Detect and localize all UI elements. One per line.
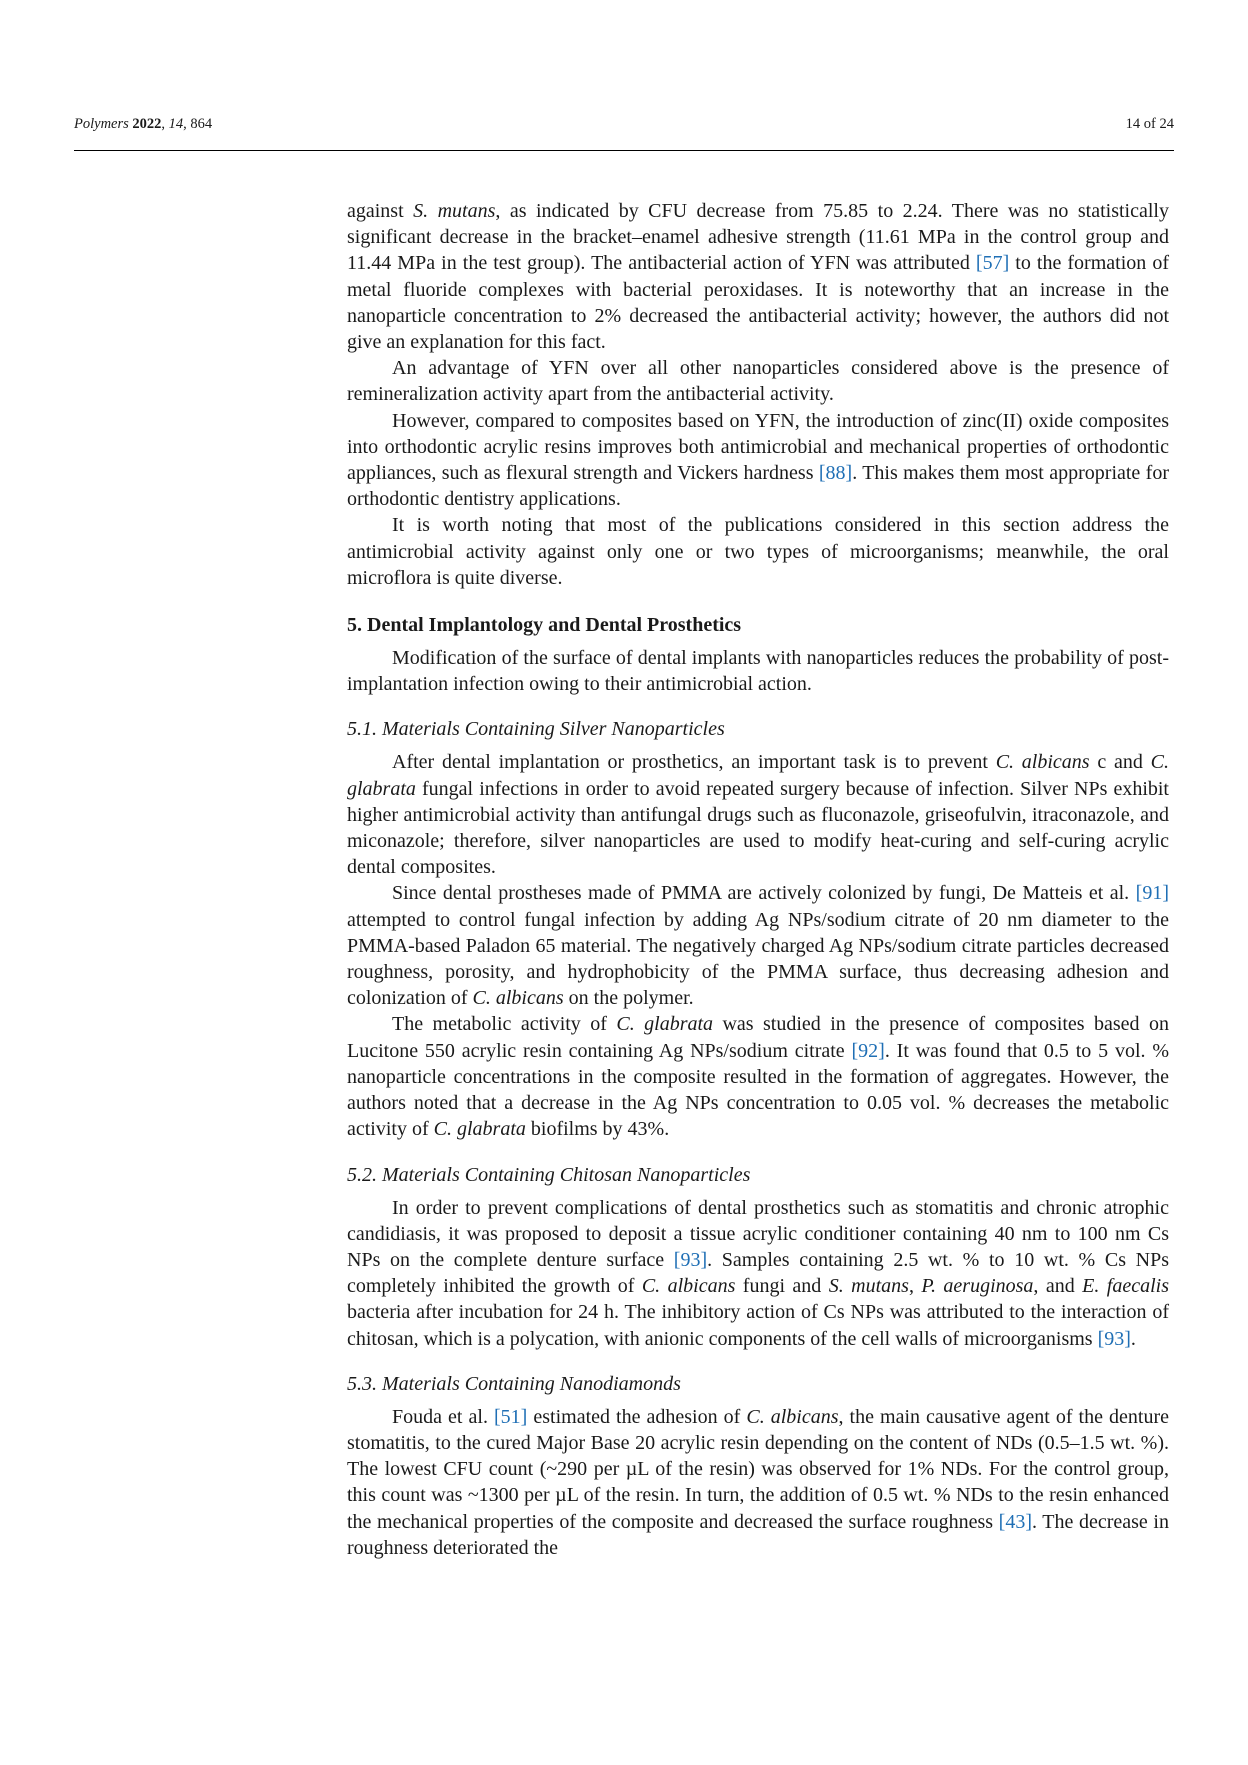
journal-volume: 14 bbox=[168, 116, 184, 132]
text-run: After dental implantation or prosthetics, an important task is to prevent bbox=[392, 751, 996, 774]
journal-citation: Polymers 2022, 14, 864 bbox=[74, 116, 213, 132]
paragraph bbox=[347, 749, 1169, 880]
species-name: E. faecalis bbox=[1082, 1275, 1169, 1298]
species-name: P. aeruginosa bbox=[921, 1275, 1034, 1298]
subsection-heading: 5.3. Materials Containing Nanodiamonds bbox=[347, 1372, 681, 1395]
subsection-heading: 5.1. Materials Containing Silver Nanoparticles bbox=[347, 718, 725, 741]
text-run: to the formation of metal fluoride complexes with bacterial peroxidases. It is noteworthy that an increase in the nanoparticle concentration to 2% decreased the antibacterial activity; however, the authors did not give an explanation for this fact. bbox=[347, 252, 1169, 354]
text-run: bacteria after incubation for 24 h. The inhibitory action of Cs NPs was attributed to the interaction of chitosan, which is a polycation, with anionic components of the cell walls of microorganisms bbox=[347, 1301, 1169, 1350]
text-run: c and bbox=[1089, 751, 1151, 774]
text-run: It is worth noting that most of the publications considered in this section address the antimicrobial activity against only one or two types of microorganisms; meanwhile, the oral microflora is quite diverse. bbox=[347, 514, 1169, 589]
text-run: biofilms by 43%. bbox=[525, 1118, 670, 1141]
paragraph bbox=[347, 645, 1169, 697]
text-run: estimated the adhesion of bbox=[527, 1405, 747, 1428]
text-run: . The decrease in roughness deteriorated the bbox=[347, 1510, 1169, 1559]
citation-link[interactable]: [91] bbox=[1135, 882, 1169, 905]
paragraph bbox=[347, 512, 1169, 591]
species-name: C. albicans bbox=[746, 1405, 839, 1428]
species-name: C. glabrata bbox=[347, 751, 1169, 800]
text-run: attempted to control fungal infection by adding Ag NPs/sodium citrate of 20 nm diameter to the PMMA-based Paladon 65 material. The negatively charged Ag NPs/sodium citrate particles decreased roughness, porosity, and hydrophobicity of the PMMA surface, thus decreasing adhesion and colonization of bbox=[347, 908, 1169, 1010]
citation-link[interactable]: [51] bbox=[494, 1405, 528, 1428]
species-name: S. mutans bbox=[828, 1275, 909, 1298]
text-run: . bbox=[1130, 1327, 1136, 1350]
subsection-heading: 5.2. Materials Containing Chitosan Nanoparticles bbox=[347, 1163, 751, 1186]
species-name: C. glabrata bbox=[433, 1118, 526, 1141]
citation-link[interactable]: [88] bbox=[818, 462, 853, 485]
text-run: against bbox=[347, 200, 414, 222]
species-name: C. albicans bbox=[472, 987, 564, 1010]
paragraph bbox=[347, 355, 1169, 407]
text-run: was studied in the presence of composites based on Lucitone 550 acrylic resin containing Ag NPs/sodium citrate bbox=[347, 1013, 1170, 1062]
text-run: Since dental prostheses made of PMMA are actively colonized by fungi, De Matteis et al. bbox=[392, 882, 1136, 905]
paragraph bbox=[347, 408, 1169, 513]
text-run: In order to prevent complications of dental prosthetics such as stomatitis and chronic atrophic candidiasis, it was proposed to deposit a tissue acrylic conditioner containing 40 nm to 100 nm Cs NPs on the complete denture surface bbox=[347, 1196, 1169, 1271]
text-run: Fouda et al. bbox=[392, 1405, 494, 1428]
paragraph bbox=[347, 1195, 1169, 1352]
text-run: Modification of the surface of dental implants with nanoparticles reduces the probability of post-implantation infection owing to their antimicrobial action. bbox=[347, 647, 1169, 696]
text-run: . This makes them most appropriate for orthodontic dentistry applications. bbox=[347, 462, 1170, 511]
section-heading: 5. Dental Implantology and Dental Prosthetics bbox=[347, 614, 742, 637]
citation-link[interactable]: [93] bbox=[1097, 1327, 1131, 1350]
text-run: The metabolic activity of bbox=[392, 1013, 617, 1036]
text-run: fungi and bbox=[735, 1275, 829, 1298]
species-name: S. mutans bbox=[413, 200, 496, 222]
text-run: on the polymer. bbox=[563, 987, 694, 1010]
species-name: C. glabrata bbox=[616, 1013, 714, 1036]
citation-link[interactable]: [57] bbox=[975, 252, 1010, 275]
paragraph bbox=[347, 880, 1169, 1011]
journal-name: Polymers bbox=[74, 116, 129, 132]
text-run: An advantage of YFN over all other nanoparticles considered above is the presence of remineralization activity apart from the antibacterial activity. bbox=[347, 357, 1169, 406]
species-name: C. albicans bbox=[995, 751, 1090, 774]
text-run: However, compared to composites based on YFN, the introduction of zinc(II) oxide composites into orthodontic acrylic resins improves both antimicrobial and mechanical properties of orthodontic appliances, such as flexural strength and Vickers hardness bbox=[347, 409, 1169, 485]
species-name: C. albicans bbox=[641, 1275, 736, 1298]
text-run: , as indicated by CFU decrease from 75.85 to 2.24. There was no statistically significant decrease in the bracket–enamel adhesive strength (11.61 MPa in the control group and 11.44 MPa in the test group). The antibacterial action of YFN was attributed bbox=[347, 200, 1169, 275]
text-run: fungal infections in order to avoid repeated surgery because of infection. Silver NPs exhibit higher antimicrobial activity than antifungal drugs such as fluconazole, griseofulvin, itraconazole, and miconazole; therefore, silver nanoparticles are used to modify heat-curing and self-curing acrylic dental composites. bbox=[347, 777, 1169, 879]
journal-year: 2022 bbox=[132, 116, 162, 132]
text-run: . It was found that 0.5 to 5 vol. % nanoparticle concentrations in the composite resulted in the formation of aggregates. However, the authors noted that a decrease in the Ag NPs concentration to 0.05 vol. % decreases the metabolic activity of bbox=[347, 1039, 1169, 1141]
paragraph bbox=[347, 1011, 1169, 1142]
article-number: 864 bbox=[190, 116, 213, 132]
text-run: , the main causative agent of the denture stomatitis, to the cured Major Base 20 acrylic resin depending on the content of NDs (0.5–1.5 wt. %). The lowest CFU count (~290 per µL of the resin) was observed for 1% NDs. For the control group, this count was ~1300 per µL of the resin. In turn, the addition of 0.5 wt. % NDs to the resin enhanced the mechanical properties of the composite and decreased the surface roughness bbox=[347, 1405, 1169, 1533]
citation-link[interactable]: [93] bbox=[673, 1248, 708, 1271]
paragraph bbox=[347, 1404, 1169, 1561]
text-run: . Samples containing 2.5 wt. % to 10 wt. % Cs NPs completely inhibited the growth of bbox=[347, 1248, 1170, 1298]
page-header bbox=[74, 116, 1174, 151]
text-run: , bbox=[908, 1275, 922, 1298]
citation-link[interactable]: [92] bbox=[851, 1039, 885, 1062]
article-body bbox=[347, 198, 1169, 1561]
text-run: , and bbox=[1033, 1275, 1083, 1298]
citation-link[interactable]: [43] bbox=[998, 1510, 1032, 1533]
paragraph bbox=[347, 198, 1169, 355]
page-number: 14 of 24 bbox=[1125, 116, 1174, 132]
